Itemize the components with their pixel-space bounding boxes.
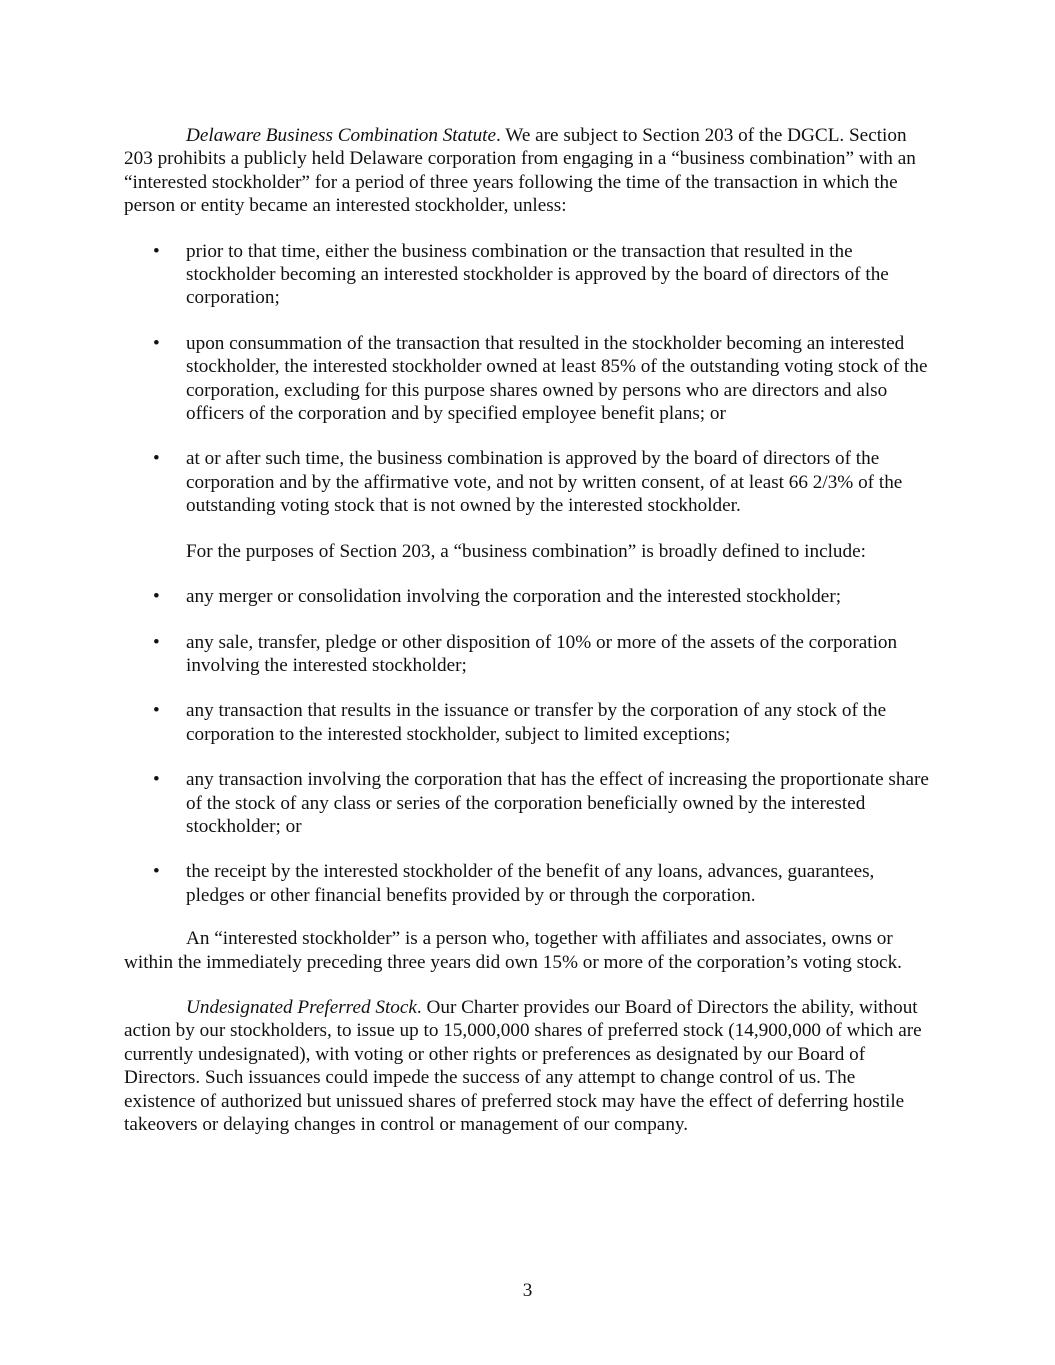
section-heading: Undesignated Preferred Stock [186, 996, 417, 1018]
section-undesignated-preferred-stock [124, 996, 930, 1136]
list-item [124, 699, 930, 746]
page-number: 3 [522, 1280, 533, 1301]
bullet-icon: • [153, 586, 160, 608]
bullet-icon: • [153, 448, 160, 470]
section-body: . Our Charter provides our Board of Directors the ability, without action by our stockholders, to issue up to 15,000,000 shares of preferred stock (14,900,000 of which are currently undesignated), with voting or other rights or preferences as designated by our Board of Directors. Such issuances could impede the success of any attempt to change control of us. The existence of authorized but unissued shares of preferred stock may have the effect of deferring hostile takeovers or delaying changes in control or management of our company. [124, 996, 922, 1135]
list-item [124, 631, 930, 678]
list-item [124, 240, 930, 310]
list-item-text: the receipt by the interested stockholder of the benefit of any loans, advances, guarantees, pledges or other financial benefits provided by or through the corporation. [186, 861, 875, 906]
definition-intro: For the purposes of Section 203, a “business combination” is broadly defined to include: [186, 540, 866, 562]
list-item-text: any transaction involving the corporation that has the effect of increasing the proportionate share of the stock of any class or series of the corporation beneficially owned by the interested stockholder; or [186, 769, 929, 837]
list-item-text: any transaction that results in the issuance or transfer by the corporation of any stock of the corporation to the interested stockholder, subject to limited exceptions; [186, 700, 887, 745]
list-item [124, 447, 930, 517]
list-item [124, 768, 930, 838]
section-delaware-statute [124, 124, 930, 218]
list-item [124, 585, 930, 608]
exceptions-list [124, 240, 930, 518]
bullet-icon: • [153, 861, 160, 883]
document-page [124, 124, 930, 1158]
section-heading: Delaware Business Combination Statute [186, 125, 497, 146]
bullet-icon: • [153, 240, 160, 262]
list-item-text: at or after such time, the business combination is approved by the board of directors of the corporation and by the affirmative vote, and not by written consent, of at least 66 2/3% of the outstanding voting stock that is not owned by the interested stockholder. [186, 448, 903, 517]
bullet-icon: • [153, 631, 160, 653]
bullet-icon: • [153, 332, 160, 354]
bullet-icon: • [153, 769, 160, 791]
list-item-text: any merger or consolidation involving the corporation and the interested stockholder; [186, 586, 842, 608]
interested-stockholder-definition: An “interested stockholder” is a person who, together with affiliates and associates, owns or within the immediately preceding three years did own 15% or more of the corporation’s voting stock. [124, 928, 902, 973]
list-item [124, 860, 930, 907]
bullet-icon: • [153, 700, 160, 722]
list-item-text: prior to that time, either the business combination or the transaction that resulted in the stockholder becoming an interested stockholder is approved by the board of directors of the corporation; [186, 240, 889, 309]
list-item-text: any sale, transfer, pledge or other disposition of 10% or more of the assets of the corporation involving the interested stockholder; [186, 631, 898, 676]
list-item [124, 332, 930, 426]
definitions-list [124, 585, 930, 907]
section-body: . We are subject to Section 203 of the DGCL. Section 203 prohibits a publicly held Delaware corporation from engaging in a “business combination” with an “interested stockholder” for a period of three years following the time of the transaction in which the person or entity became an interested stockholder, unless: [124, 125, 916, 217]
list-item-text: upon consummation of the transaction that resulted in the stockholder becoming an interested stockholder, the interested stockholder owned at least 85% of the outstanding voting stock of the corporation, excluding for this purpose shares owned by persons who are directors and also officers of the corporation and by specified employee benefit plans; or [186, 332, 928, 425]
